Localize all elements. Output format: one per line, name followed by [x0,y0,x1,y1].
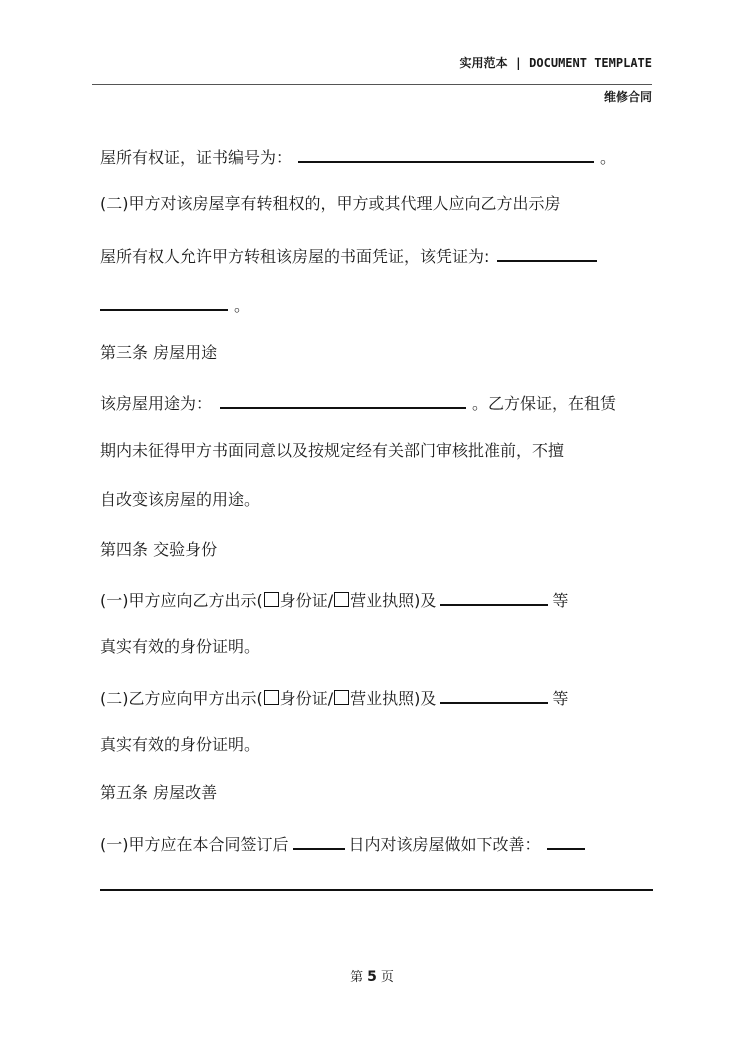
text: 。乙方保证，在租赁 [472,394,617,413]
paragraph-line [100,489,653,511]
paragraph-line [100,734,653,756]
text: 日内对该房屋做如下改善： [348,835,541,854]
text: 。 [234,296,251,315]
fill-blank[interactable] [440,587,548,606]
fill-blank[interactable] [497,243,597,262]
fill-blank[interactable] [100,872,653,891]
text: (二)乙方应向甲方出示( [100,689,263,708]
text: 。 [600,148,617,167]
fill-blank[interactable] [547,831,585,850]
text: (一)甲方应在本合同签订后 [100,835,289,854]
article-heading: 第四条 交验身份 [100,540,218,559]
text: 等 [552,689,569,708]
article-heading: 第三条 房屋用途 [100,343,218,362]
fill-blank[interactable] [298,144,594,163]
fill-blank[interactable] [440,685,548,704]
page-footer [0,966,744,985]
paragraph-line [100,144,653,169]
checkbox-business-license[interactable] [334,690,349,705]
text: 真实有效的身份证明。 [100,735,261,754]
header-subtitle: 维修合同 [603,90,652,104]
text: 身份证/ [279,591,334,610]
footer-suffix: 页 [380,970,394,985]
text: 屋所有权证，证书编号为： [100,148,293,167]
fill-blank[interactable] [220,390,466,409]
checkbox-id-card[interactable] [264,690,279,705]
paragraph-line [100,587,653,612]
paragraph-line [100,831,653,856]
paragraph-line [100,193,653,215]
text: 真实有效的身份证明。 [100,637,261,656]
text: 该房屋用途为： [100,394,213,413]
page-number: 5 [367,969,377,985]
paragraph-line [100,440,653,462]
checkbox-business-license[interactable] [334,592,349,607]
header-title: 实用范本 | DOCUMENT TEMPLATE [459,56,652,70]
paragraph-line [100,243,653,268]
text: 身份证/ [279,689,334,708]
paragraph-line [100,292,653,317]
text: (二)甲方对该房屋享有转租权的，甲方或其代理人应向乙方出示房 [100,194,561,213]
header-rule [92,84,652,85]
checkbox-id-card[interactable] [264,592,279,607]
fill-blank[interactable] [100,292,228,311]
text: (一)甲方应向乙方出示( [100,591,263,610]
text: 营业执照)及 [350,591,437,610]
text: 屋所有权人允许甲方转租该房屋的书面凭证，该凭证为: [100,247,490,266]
footer-prefix: 第 [350,970,364,985]
text: 期内未征得甲方书面同意以及按规定经有关部门审核批准前，不擅 [100,441,565,460]
fill-blank[interactable] [293,831,345,850]
paragraph-line [100,636,653,658]
paragraph-line [100,685,653,710]
article-heading: 第五条 房屋改善 [100,783,218,802]
paragraph-line [100,872,653,897]
text: 等 [552,591,569,610]
text: 自改变该房屋的用途。 [100,490,261,509]
paragraph-line [100,390,653,415]
text: 营业执照)及 [350,689,437,708]
